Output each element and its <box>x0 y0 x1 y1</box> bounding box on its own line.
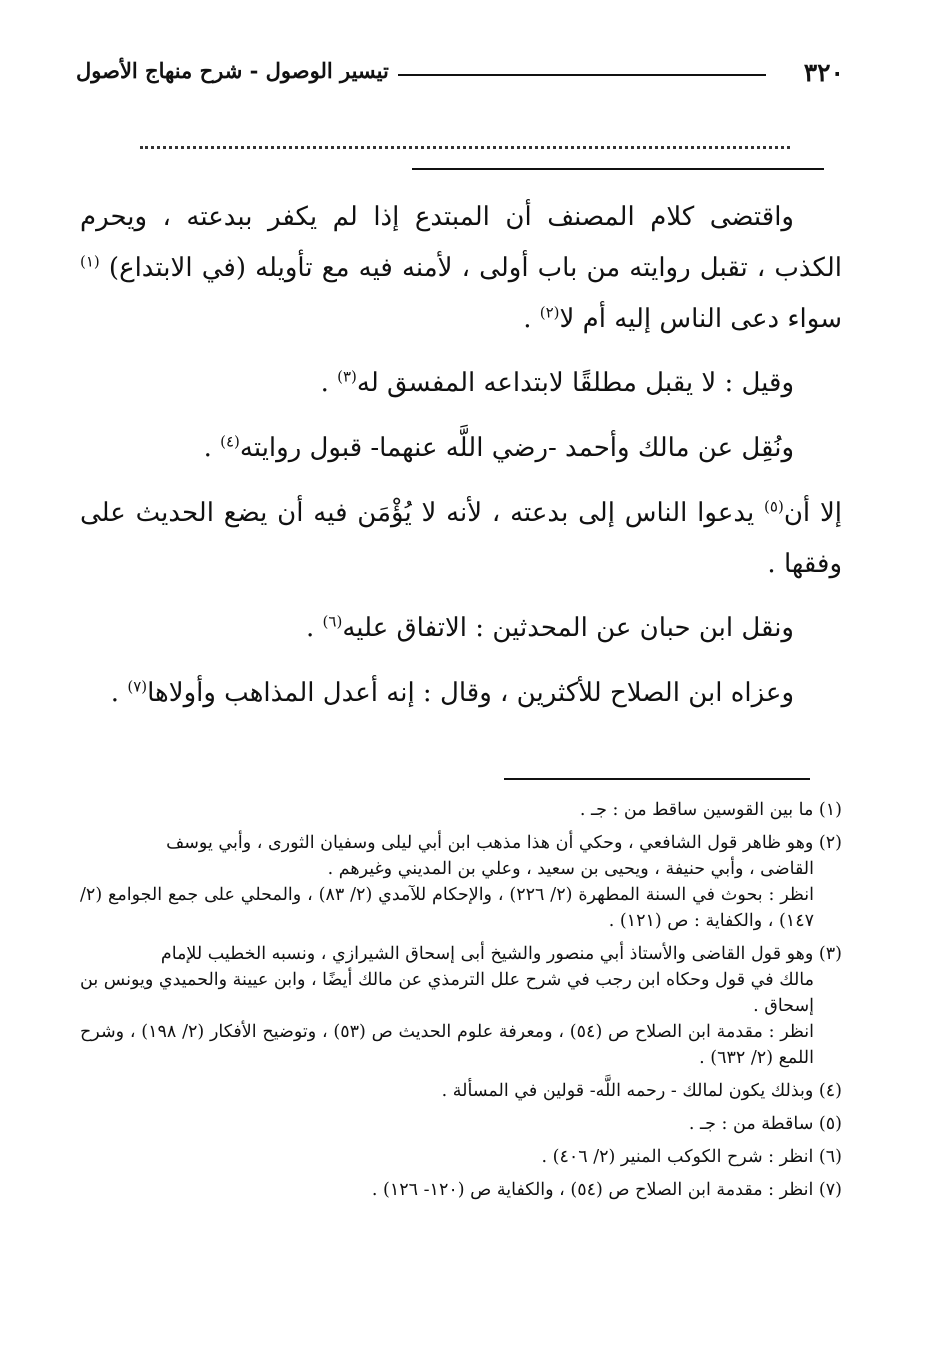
footnote-7: (٧) انظر : مقدمة ابن الصلاح ص (٥٤) ، والكفاية ص (١٢٠- ١٢٦) . <box>371 1180 842 1200</box>
page-number: ٣٢٠ <box>803 58 844 87</box>
running-title: تيسير الوصول - شرح منهاج الأصول <box>76 58 389 83</box>
footnote-5: (٥) ساقطة من : جـ . <box>688 1114 842 1134</box>
footnote-2: (٢) وهو ظاهر قول الشافعي ، وحكي أن هذا مذهب ابن أبي ليلى وسفيان الثورى ، وأبي يوسف القاضى ، وأبي حنيفة ، ويحيى بن سعيد ، وعلي بن المديني وغيرهم . انظر : بحوث في السنة المطهرة (٢/ ٢٢٦) ، والإحكام للآمدي (٢/ ٨٣) ، والمحلي على جمع الجوامع (٢/ ١٤٧) ، والكفاية : ص (١٢١) . <box>80 833 842 931</box>
footnote-ref: (٢) <box>539 303 560 322</box>
footnote-3: (٣) وهو قول القاضى والأستاذ أبي منصور والشيخ أبى إسحاق الشيرازي ، ونسبه الخطيب للإمام مالك في قول وحكاه ابن رجب في شرح علل الترمذي عن مالك أيضًا ، وابن عيينة والحميدي ويونس بن إسحاق . انظر : مقدمة ابن الصلاح ص (٥٤) ، ومعرفة علوم الحديث ص (٥٣) ، وتوضيح الأفكار (٢/ ١٩٨) ، وشرح اللمع (٢/ ٦٣٢) . <box>80 944 842 1068</box>
footnote-ref: (٤) <box>220 432 240 451</box>
main-text <box>80 192 842 732</box>
footnote-1: (١) ما بين القوسين ساقط من : جـ . <box>579 800 842 820</box>
paragraph-5: ونقل ابن حبان عن المحدثين : الاتفاق عليه$^{(٦)}$ . <box>306 612 794 643</box>
footnote-ref: (٣) <box>337 367 357 386</box>
paragraph-3: ونُقِل عن مالك وأحمد -رضي اللَّه عنهما- قبول روايته$^{(٤)}$ . <box>203 432 794 463</box>
footnote-ref: (١) <box>80 252 100 271</box>
section-rule <box>412 168 824 170</box>
header-rule <box>398 74 766 76</box>
paragraph-1: واقتضى كلام المصنف أن المبتدع إذا لم يكفر ببدعته ، ويحرم الكذب ، تقبل روايته من باب أولى ، لأمنه فيه مع تأويله (في الابتداع) $^{(١)}$ سواء دعى الناس إليه أم لا$^{(٢)}$ . <box>80 202 843 334</box>
footnote-ref: (٧) <box>127 677 148 696</box>
footnote-ref: (٦) <box>322 612 343 631</box>
footnote-6: (٦) انظر : شرح الكوكب المنير (٢/ ٤٠٦) . <box>541 1147 842 1167</box>
footnotes <box>80 797 842 1210</box>
footnote-rule <box>504 778 810 780</box>
footnote-ref: (٥) <box>764 497 784 516</box>
paragraph-6: وعزاه ابن الصلاح للأكثرين ، وقال : إنه أعدل المذاهب وأولاها$^{(٧)}$ . <box>110 677 794 708</box>
footnote-4: (٤) وبذلك يكون لمالك - رحمه اللَّه- قولين في المسألة . <box>441 1081 842 1101</box>
paragraph-4: إلا أن$^{(٥)}$ يدعوا الناس إلى بدعته ، لأنه لا يُؤْمَن فيه أن يضع الحديث على وفقها . <box>80 497 842 579</box>
dotted-separator <box>140 130 790 149</box>
paragraph-2: وقيل : لا يقبل مطلقًا لابتداعه المفسق له$^{(٣)}$ . <box>320 367 794 398</box>
